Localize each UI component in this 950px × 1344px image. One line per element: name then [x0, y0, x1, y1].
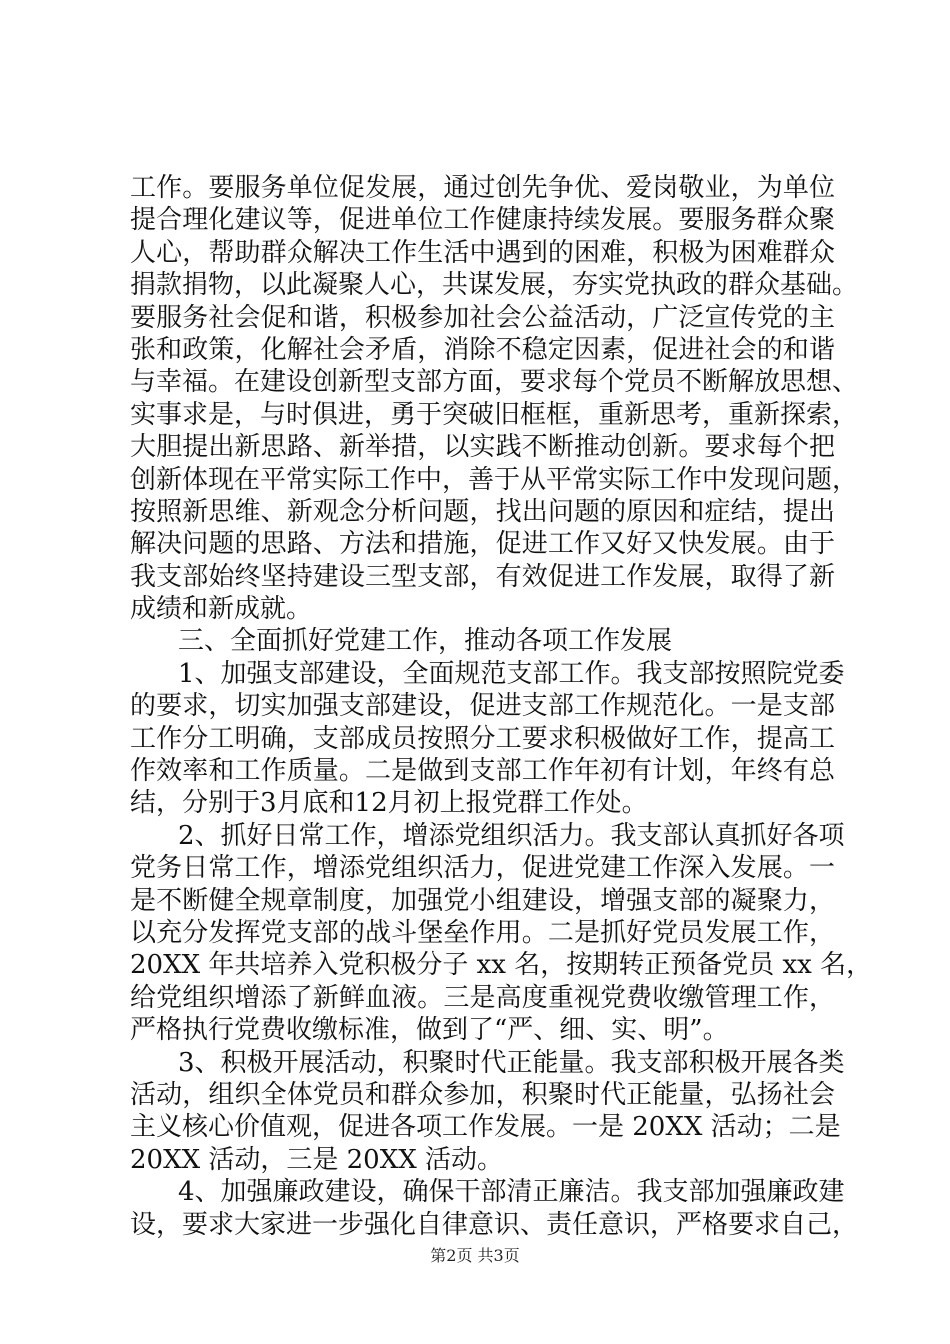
text-line: 工作。要服务单位促发展，通过创先争优、爱岗敬业，为单位 — [130, 173, 835, 203]
document-body — [130, 172, 873, 1241]
text-line: 严格执行党费收缴标准，做到了“严、细、实、明”。 — [130, 1015, 729, 1046]
text-line: 以充分发挥党支部的战斗堡垒作用。二是抓好党员发展工作， — [130, 917, 835, 948]
text-line: 20XX 年共培养入党积极分子 xx 名，按期转正预备党员 xx 名， — [130, 950, 873, 981]
text-line: 3、积极开展活动，积聚时代正能量。我支部积极开展各类 — [178, 1047, 845, 1078]
text-line: 人心，帮助群众解决工作生活中遇到的困难，积极为困难群众 — [130, 237, 835, 268]
text-line: 主义核心价值观，促进各项工作发展。一是 20XX 活动；二是 — [130, 1112, 841, 1143]
text-line: 工作分工明确，支部成员按照分工要求积极做好工作，提高工 — [130, 723, 835, 754]
text-line: 4、加强廉政建设，确保干部清正廉洁。我支部加强廉政建 — [178, 1177, 845, 1208]
page-number-footer: 第2页 共3页 — [430, 1246, 520, 1265]
text-line: 提合理化建议等，促进单位工作健康持续发展。要服务群众聚 — [130, 205, 835, 236]
text-line: 作效率和工作质量。二是做到支部工作年初有计划，年终有总 — [130, 756, 835, 787]
text-line: 按照新思维、新观念分析问题，找出问题的原因和症结，提出 — [130, 496, 835, 527]
text-line: 活动，组织全体党员和群众参加，积聚时代正能量，弘扬社会 — [130, 1079, 835, 1110]
text-line: 20XX 活动，三是 20XX 活动。 — [130, 1144, 504, 1175]
text-line: 是不断健全规章制度，加强党小组建设，增强支部的凝聚力， — [130, 885, 835, 916]
section-heading: 三、全面抓好党建工作，推动各项工作发展 — [178, 626, 673, 657]
text-line: 结，分别于3月底和12月初上报党群工作处。 — [130, 788, 648, 819]
text-line: 与幸福。在建设创新型支部方面，要求每个党员不断解放思想、 — [130, 367, 859, 398]
text-line: 创新体现在平常实际工作中，善于从平常实际工作中发现问题， — [130, 464, 859, 495]
text-line: 设，要求大家进一步强化自律意识、责任意识，严格要求自己， — [130, 1209, 859, 1240]
text-line: 解决问题的思路、方法和措施，促进工作又好又快发展。由于 — [130, 529, 835, 560]
text-line: 党务日常工作，增添党组织活力，促进党建工作深入发展。一 — [130, 853, 835, 884]
text-line: 张和政策，化解社会矛盾，消除不稳定因素，促进社会的和谐 — [130, 334, 835, 365]
text-line: 大胆提出新思路、新举措，以实践不断推动创新。要求每个把 — [130, 432, 835, 463]
text-line: 的要求，切实加强支部建设，促进支部工作规范化。一是支部 — [130, 691, 835, 722]
text-line: 实事求是，与时俱进，勇于突破旧框框，重新思考，重新探索， — [130, 399, 859, 430]
text-line: 成绩和新成就。 — [130, 594, 313, 625]
text-line: 2、抓好日常工作，增添党组织活力。我支部认真抓好各项 — [178, 820, 845, 851]
text-line: 我支部始终坚持建设三型支部，有效促进工作发展，取得了新 — [130, 561, 835, 592]
text-line: 要服务社会促和谐，积极参加社会公益活动，广泛宣传党的主 — [130, 302, 835, 333]
text-line: 给党组织增添了新鲜血液。三是高度重视党费收缴管理工作， — [130, 982, 835, 1013]
text-line: 1、加强支部建设，全面规范支部工作。我支部按照院党委 — [178, 658, 845, 689]
text-line: 捐款捐物，以此凝聚人心，共谋发展，夯实党执政的群众基础。 — [130, 270, 859, 301]
